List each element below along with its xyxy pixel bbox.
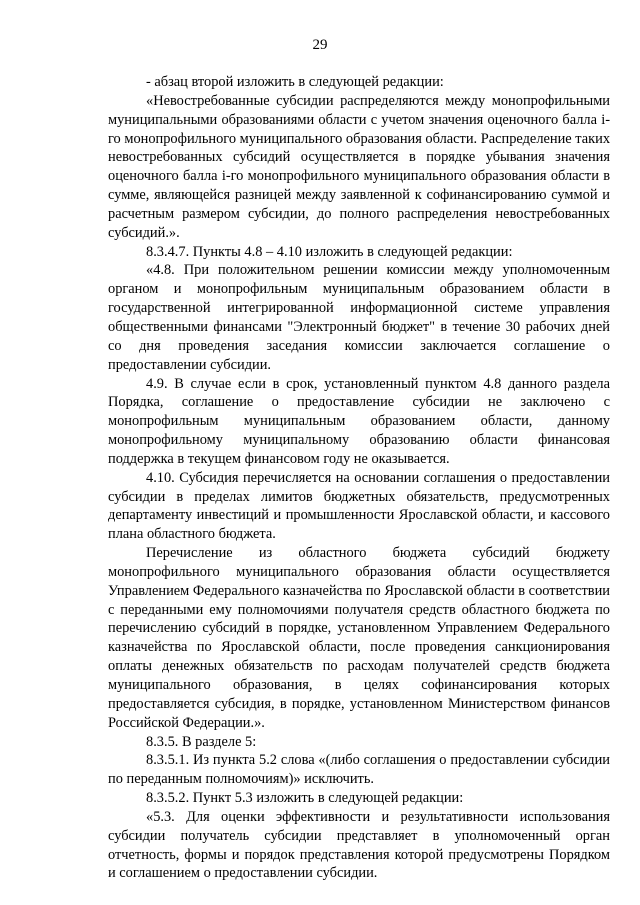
document-body	[108, 73, 610, 883]
paragraph-8-3-4-7: 8.3.4.7. Пункты 4.8 – 4.10 изложить в следующей редакции:	[146, 243, 513, 260]
paragraph-4-10: 4.10. Субсидия перечисляется на основании соглашения о предоставлении субсидии в пределах лимитов бюджетных обязательств, предусмотренных департаменту инвестиций и промышленности Ярославской области, и кассового плана областного бюджета.	[108, 469, 610, 543]
paragraph-8-3-5-2: 8.3.5.2. Пункт 5.3 изложить в следующей редакции:	[146, 790, 464, 807]
paragraph-5-3: «5.3. Для оценки эффективности и результативности использования субсидии получатель субсидии представляет в уполномоченный орган отчетность, формы и порядок представления которой предусмотрены Порядком и соглашением о предоставлении субсидии.	[108, 808, 610, 882]
paragraph-4-9: 4.9. В случае если в срок, установленный пунктом 4.8 данного раздела Порядка, соглашение о предоставление субсидии не заключено с монопрофильным муниципальным образованием области, данному монопрофильному муниципальному образованию области финансовая поддержка в текущем финансовом году не оказывается.	[108, 375, 610, 467]
paragraph-amendment-intro: - абзац второй изложить в следующей редакции:	[146, 74, 444, 90]
paragraph-8-3-5-1: 8.3.5.1. Из пункта 5.2 слова «(либо соглашения о предоставлении субсидии по переданным полномочиям)» исключить.	[108, 752, 610, 788]
paragraph-transfer-procedure: Перечисление из областного бюджета субсидий бюджету монопрофильного муниципального образования области осуществляется Управлением Федерального казначейства по Ярославской области в соответствии с переданными ему полномочиями получателя средств областного бюджета по перечислению субсидий в порядке, установленном Управлением Федерального казначейства по Ярославской области, после проведения санкционирования оплаты денежных обязательств по расходам получателей средств бюджета муниципального образования, в целях софинансирования которых предоставляется субсидия, в порядке, установленном Министерством финансов Российской Федерации.».	[108, 545, 610, 731]
paragraph-4-8: «4.8. При положительном решении комиссии между уполномоченным органом и монопрофильным муниципальным образованием области в государственной интегрированной информационной системе управления общественными финансами "Электронный бюджет" в течение 30 рабочих дней со дня проведения заседания комиссии заключается соглашение о предоставлении субсидии.	[108, 262, 610, 373]
paragraph-unclaimed-subsidies: «Невостребованные субсидии распределяются между монопрофильными муниципальными образованиями области с учетом значения оценочного балла i-го монопрофильного муниципального образования области. Распределение таких невостребованных субсидий осуществляется в порядке убывания значения оценочного балла i-го монопрофильного муниципального образования области в сумме, являющейся разницей между заявленной к софинансированию суммой и расчетным размером субсидии, до полного распределения невостребованных субсидий.».	[108, 92, 611, 241]
paragraph-8-3-5: 8.3.5. В разделе 5:	[146, 733, 257, 750]
page-number: 29	[312, 37, 328, 53]
